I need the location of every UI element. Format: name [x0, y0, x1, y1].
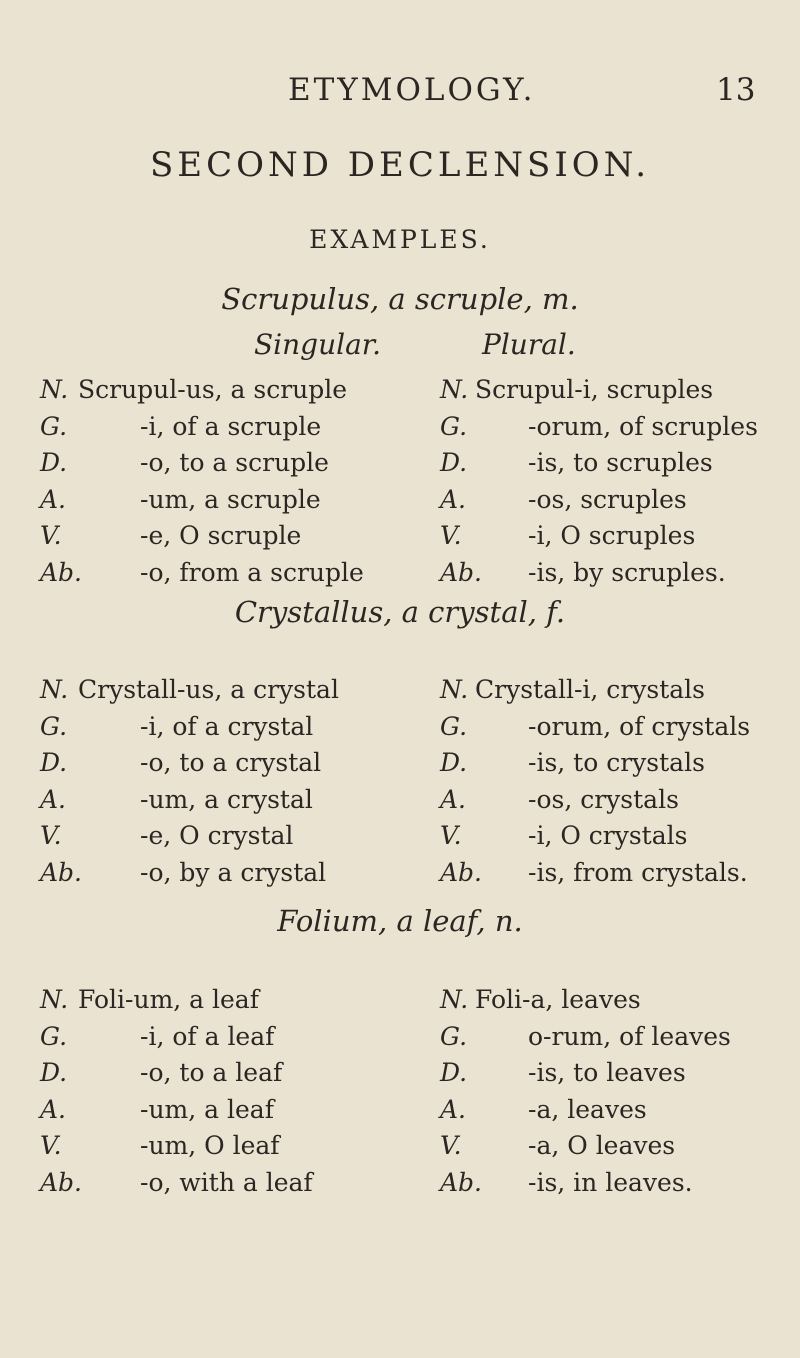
singular-form: -o, to a scruple: [140, 448, 329, 477]
example-title-rest: , a leaf, n.: [378, 904, 523, 938]
case-label-plural: Ab.: [440, 1167, 483, 1197]
case-label-singular: D.: [40, 448, 68, 477]
example-title-word: Folium: [277, 904, 379, 938]
case-label-plural: V.: [440, 521, 462, 550]
case-label-plural: V.: [440, 821, 462, 850]
case-label-singular: V.: [40, 821, 62, 850]
plural-form: -i, O scruples: [528, 521, 696, 550]
case-label-plural: A.: [440, 1094, 467, 1124]
singular-form: -i, of a leaf: [140, 1021, 275, 1051]
case-label-singular: Ab.: [40, 857, 83, 887]
plural-form: -i, O crystals: [528, 821, 688, 850]
declension-row: [0, 785, 800, 821]
singular-form: -o, to a crystal: [140, 748, 322, 777]
case-label-singular: N.: [40, 375, 69, 404]
plural-form: o-rum, of leaves: [528, 1021, 731, 1051]
plural-form: -orum, of crystals: [528, 711, 751, 741]
plural-column-heading: Plural.: [482, 328, 576, 361]
declension-row: [0, 748, 800, 784]
singular-form: -um, a leaf: [140, 1094, 274, 1124]
case-label-singular: A.: [40, 484, 67, 514]
case-label-plural: G.: [440, 1021, 468, 1051]
case-label-singular: G.: [40, 711, 68, 741]
case-label-plural: D.: [440, 748, 468, 777]
declension-row: [0, 985, 800, 1021]
page-number: 13: [716, 72, 756, 108]
case-label-plural: D.: [440, 1058, 468, 1087]
declension-row: [0, 1022, 800, 1058]
declension-row: [0, 412, 800, 448]
case-label-singular: V.: [40, 1131, 62, 1160]
plural-form: -is, in leaves.: [528, 1167, 693, 1197]
case-label-singular: D.: [40, 748, 68, 777]
case-label-singular: Ab.: [40, 557, 83, 587]
case-label-plural: D.: [440, 448, 468, 477]
section-title: SECOND DECLENSION.: [149, 145, 651, 185]
plural-form: -a, leaves: [528, 1094, 647, 1124]
plural-form: -is, to leaves: [528, 1058, 686, 1087]
case-label-singular: N.: [40, 985, 69, 1014]
plural-form: Crystall-i, crystals: [475, 675, 705, 704]
running-header: [0, 72, 800, 112]
singular-form: Scrupul-us, a scruple: [78, 375, 348, 404]
declension-row: [0, 1095, 800, 1131]
declension-row: [0, 485, 800, 521]
plural-form: -is, to crystals: [528, 748, 705, 777]
example-title-word: Scrupulus: [221, 282, 370, 316]
singular-form: Crystall-us, a crystal: [78, 675, 339, 704]
example-title: [0, 282, 800, 316]
singular-form: -e, O scruple: [140, 521, 302, 550]
singular-form: -um, a scruple: [140, 484, 321, 514]
case-label-plural: A.: [440, 484, 467, 514]
declension-row: [0, 375, 800, 411]
declension-row: [0, 448, 800, 484]
plural-form: -is, from crystals.: [528, 857, 748, 887]
plural-form: -os, crystals: [528, 784, 679, 814]
case-label-plural: V.: [440, 1131, 462, 1160]
declension-row: [0, 1168, 800, 1204]
example-title: [0, 904, 800, 938]
singular-form: -o, with a leaf: [140, 1167, 313, 1197]
declension-row: [0, 712, 800, 748]
case-label-singular: D.: [40, 1058, 68, 1087]
case-label-plural: Ab.: [440, 857, 483, 887]
header-title: ETYMOLOGY.: [288, 72, 536, 108]
singular-form: -i, of a scruple: [140, 411, 322, 441]
case-label-singular: V.: [40, 521, 62, 550]
case-label-singular: N.: [40, 675, 69, 704]
subsection-title: EXAMPLES.: [309, 225, 491, 254]
case-label-plural: N.: [440, 375, 469, 404]
case-label-plural: A.: [440, 784, 467, 814]
singular-column-heading: Singular.: [254, 328, 381, 361]
singular-form: -o, from a scruple: [140, 557, 364, 587]
case-label-plural: G.: [440, 411, 468, 441]
singular-form: Foli-um, a leaf: [78, 985, 259, 1014]
declension-row: [0, 1131, 800, 1167]
singular-form: -o, by a crystal: [140, 857, 327, 887]
case-label-singular: G.: [40, 411, 68, 441]
case-label-singular: A.: [40, 1094, 67, 1124]
declension-row: [0, 521, 800, 557]
declension-row: [0, 821, 800, 857]
case-label-singular: G.: [40, 1021, 68, 1051]
plural-form: -is, by scruples.: [528, 557, 726, 587]
declension-row: [0, 858, 800, 894]
plural-form: Scrupul-i, scruples: [475, 375, 714, 404]
singular-form: -e, O crystal: [140, 821, 294, 850]
example-title: [0, 595, 800, 629]
singular-form: -um, a crystal: [140, 784, 313, 814]
example-title-rest: , a scruple, m.: [369, 282, 579, 316]
declension-row: [0, 1058, 800, 1094]
singular-form: -o, to a leaf: [140, 1058, 283, 1087]
case-label-singular: Ab.: [40, 1167, 83, 1197]
example-title-word: Crystallus: [234, 595, 384, 629]
singular-form: -i, of a crystal: [140, 711, 314, 741]
plural-form: -os, scruples: [528, 484, 687, 514]
plural-form: -a, O leaves: [528, 1131, 676, 1160]
declension-row: [0, 558, 800, 594]
plural-form: -is, to scruples: [528, 448, 713, 477]
case-label-plural: Ab.: [440, 557, 483, 587]
plural-form: -orum, of scruples: [528, 411, 758, 441]
case-label-singular: A.: [40, 784, 67, 814]
example-title-rest: , a crystal, f.: [383, 595, 566, 629]
singular-form: -um, O leaf: [140, 1131, 280, 1160]
declension-row: [0, 675, 800, 711]
case-label-plural: G.: [440, 711, 468, 741]
case-label-plural: N.: [440, 985, 469, 1014]
plural-form: Foli-a, leaves: [475, 985, 641, 1014]
case-label-plural: N.: [440, 675, 469, 704]
